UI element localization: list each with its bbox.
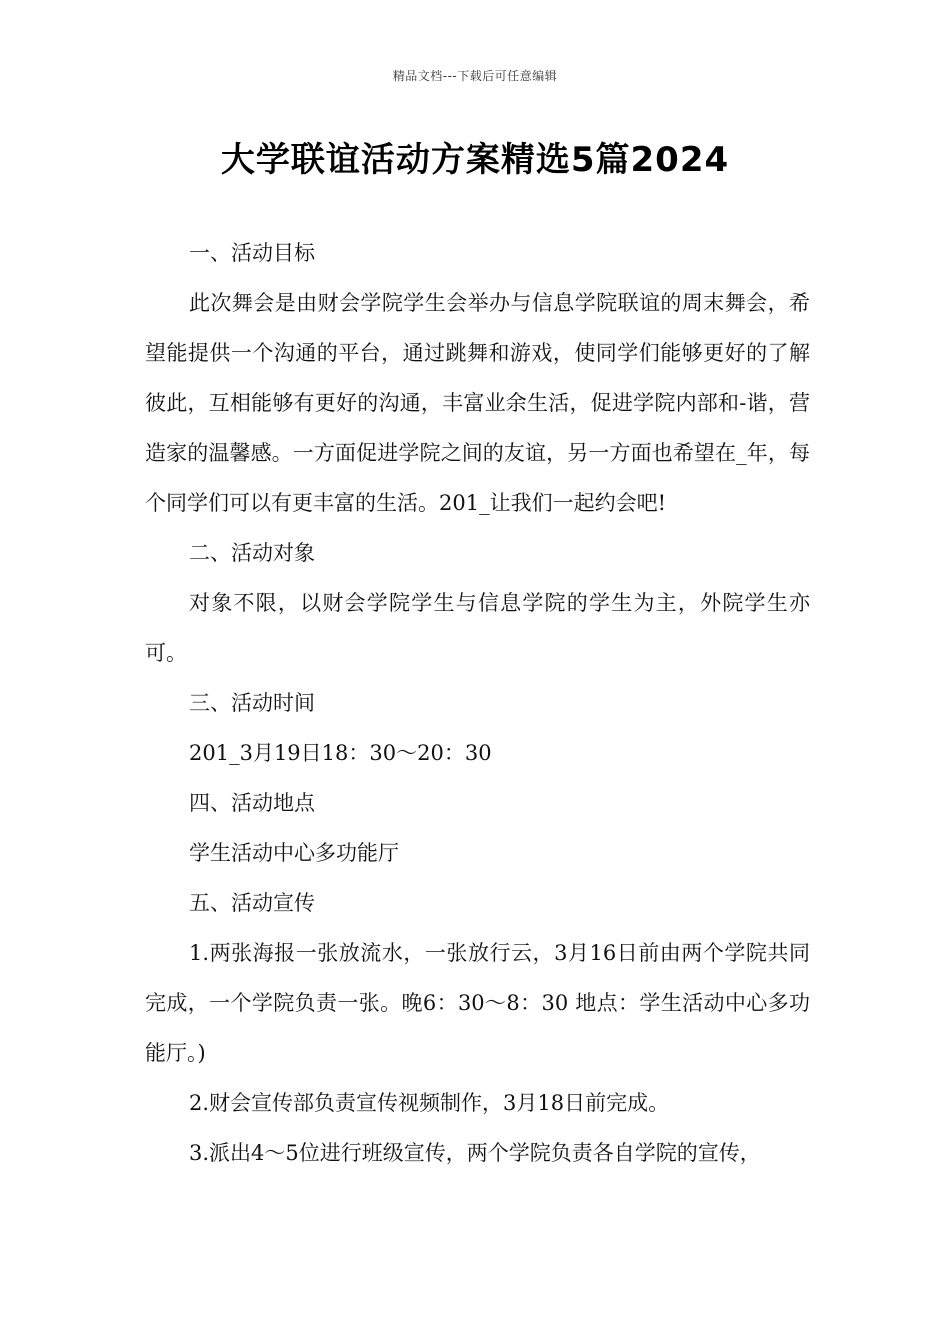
section-heading-location: 四、活动地点 bbox=[189, 791, 315, 815]
paragraph-time: 201_3月19日18：30～20：30 bbox=[189, 741, 492, 765]
section-heading-audience: 二、活动对象 bbox=[189, 541, 315, 565]
page-header: 精品文档---下载后可任意编辑 bbox=[392, 69, 558, 83]
paragraph-promotion-2: 2.财会宣传部负责宣传视频制作，3月18日前完成。 bbox=[189, 1091, 670, 1115]
paragraph-promotion-3: 3.派出4～5位进行班级宣传，两个学院负责各自学院的宣传， bbox=[189, 1141, 761, 1165]
paragraph-promotion-1: 1.两张海报一张放流水，一张放行云，3月16日前由两个学院共同完成，一个学院负责一张。晚6：30～8：30 地点：学生活动中心多功能厅。) bbox=[145, 941, 810, 1065]
paragraph-location: 学生活动中心多功能厅 bbox=[189, 841, 399, 865]
document-title: 大学联谊活动方案精选5篇2024 bbox=[220, 140, 730, 180]
section-heading-promotion: 五、活动宣传 bbox=[189, 891, 315, 915]
paragraph-audience: 对象不限，以财会学院学生与信息学院的学生为主，外院学生亦可。 bbox=[145, 591, 810, 665]
section-heading-time: 三、活动时间 bbox=[189, 691, 315, 715]
paragraph-goal: 此次舞会是由财会学院学生会举办与信息学院联谊的周末舞会，希望能提供一个沟通的平台，通过跳舞和游戏，使同学们能够更好的了解彼此，互相能够有更好的沟通，丰富业余生活，促进学院内部和-谐，营造家的温馨感。一方面促进学院之间的友谊，另一方面也希望在_年，每个同学们可以有更丰富的生活。201_让我们一起约会吧! bbox=[145, 291, 810, 515]
section-heading-goal: 一、活动目标 bbox=[189, 241, 315, 265]
document-body bbox=[145, 228, 810, 1178]
